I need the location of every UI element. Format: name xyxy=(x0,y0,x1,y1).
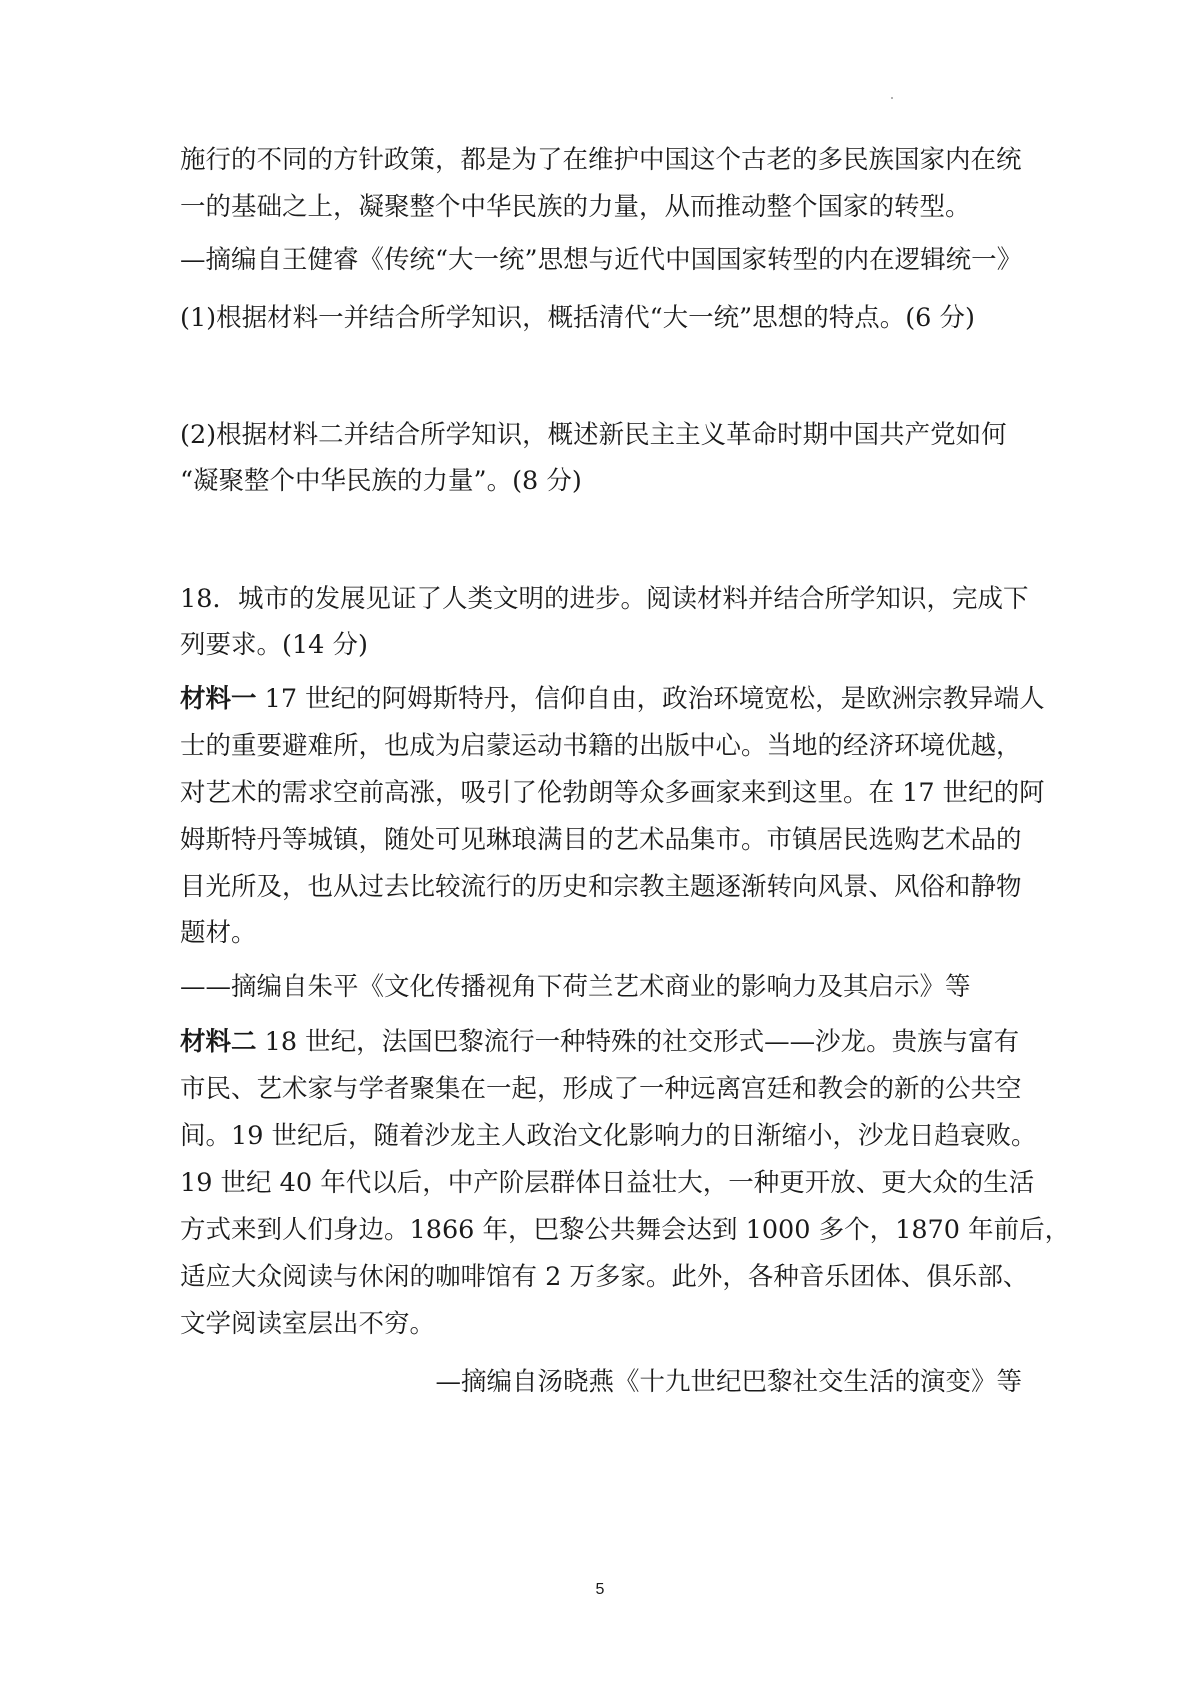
continuation-line-1: 施行的不同的方针政策，都是为了在维护中国这个古老的多民族国家内在统 xyxy=(180,145,1022,175)
material-2-text-1: 18 世纪，法国巴黎流行一种特殊的社交形式——沙龙。贵族与富有 xyxy=(256,1027,1020,1057)
question-18-stem-line-2: 列要求。(14 分) xyxy=(180,630,368,660)
material-2-line-5: 方式来到人们身边。1866 年，巴黎公共舞会达到 1000 多个，1870 年前后， xyxy=(180,1215,1071,1245)
question-17-sub-1: (1)根据材料一并结合所学知识，概括清代“大一统”思想的特点。(6 分) xyxy=(180,303,975,333)
question-17-sub-2-line-1: (2)根据材料二并结合所学知识，概述新民主主义革命时期中国共产党如何 xyxy=(180,420,1007,450)
page-number: 5 xyxy=(595,1581,605,1598)
material-2-line-7: 文学阅读室层出不穷。 xyxy=(180,1309,436,1339)
continuation-line-2: 一的基础之上，凝聚整个中华民族的力量，从而推动整个国家的转型。 xyxy=(180,192,971,222)
material-1-line-2: 士的重要避难所，也成为启蒙运动书籍的出版中心。当地的经济环境优越， xyxy=(180,731,1022,761)
question-18-stem-line-1: 18．城市的发展见证了人类文明的进步。阅读材料并结合所学知识，完成下 xyxy=(180,584,1029,614)
question-17-sub-2-line-2: “凝聚整个中华民族的力量”。(8 分) xyxy=(180,466,582,496)
material-2-line-3: 间。19 世纪后，随着沙龙主人政治文化影响力的日渐缩小，沙龙日趋衰败。 xyxy=(180,1121,1037,1151)
material-1-label: 材料一 xyxy=(180,684,257,714)
material-2-line-1 xyxy=(180,1025,1019,1059)
material-2-source: —摘编自汤晓燕《十九世纪巴黎社交生活的演变》等 xyxy=(435,1367,1022,1397)
material-1-text-1: 17 世纪的阿姆斯特丹，信仰自由，政治环境宽松，是欧洲宗教异端人 xyxy=(256,684,1045,714)
material-1-line-6: 题材。 xyxy=(180,918,257,948)
material-1-source: ——摘编自朱平《文化传播视角下荷兰艺术商业的影响力及其启示》等 xyxy=(180,972,971,1002)
scan-speck xyxy=(891,97,893,99)
material-1-line-1 xyxy=(180,682,1045,716)
material-1-line-3: 对艺术的需求空前高涨，吸引了伦勃朗等众多画家来到这里。在 17 世纪的阿 xyxy=(180,778,1045,808)
continuation-source: —摘编自王健睿《传统“大一统”思想与近代中国国家转型的内在逻辑统一》 xyxy=(180,245,1023,275)
material-2-label: 材料二 xyxy=(180,1027,257,1057)
material-1-line-5: 目光所及，也从过去比较流行的历史和宗教主题逐渐转向风景、风俗和静物 xyxy=(180,872,1022,902)
material-1-line-4: 姆斯特丹等城镇，随处可见琳琅满目的艺术品集市。市镇居民选购艺术品的 xyxy=(180,825,1022,855)
material-2-line-4: 19 世纪 40 年代以后，中产阶层群体日益壮大，一种更开放、更大众的生活 xyxy=(180,1168,1035,1198)
material-2-line-2: 市民、艺术家与学者聚集在一起，形成了一种远离宫廷和教会的新的公共空 xyxy=(180,1074,1022,1104)
material-2-line-6: 适应大众阅读与休闲的咖啡馆有 2 万多家。此外，各种音乐团体、俱乐部、 xyxy=(180,1262,1029,1292)
